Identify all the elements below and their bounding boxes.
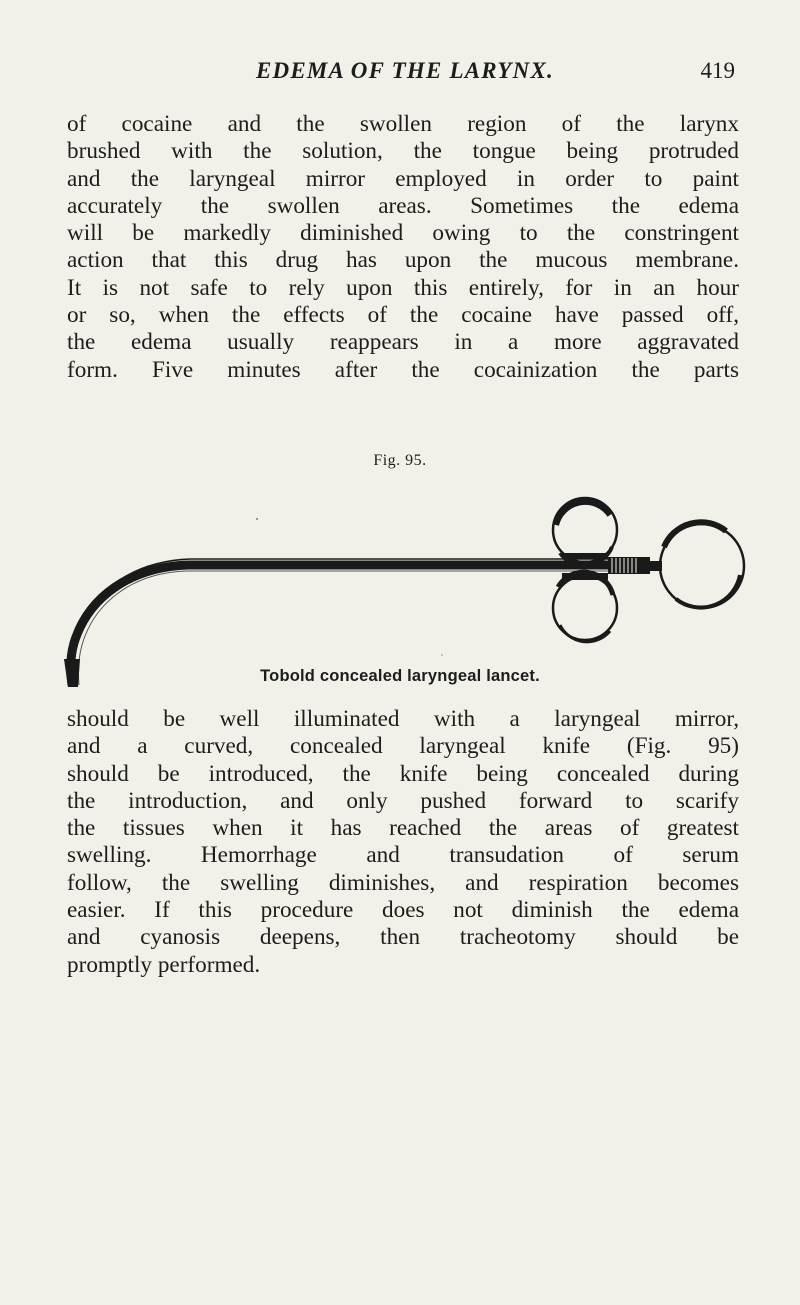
upper-finger-ring: [553, 498, 617, 565]
text-line: the introduction, and only pushed forward to scarify: [67, 787, 739, 814]
text-line: of cocaine and the swollen region of the larynx: [67, 111, 739, 137]
text-line: the edema usually reappears in a more aggravated: [67, 329, 739, 356]
page-number: 419: [700, 58, 735, 83]
thumb-ring: [648, 522, 744, 608]
text-line: action that this drug has upon the mucous membrane.: [67, 247, 739, 274]
text-line: accurately the swollen areas. Sometimes the edema: [67, 192, 739, 219]
lancet-knurled-collar: [608, 557, 650, 574]
text-line: the tissues when it has reached the areas of greatest: [67, 815, 739, 842]
text-line: or so, when the effects of the cocaine have passed off,: [67, 302, 739, 329]
body-paragraph-1: [67, 111, 739, 384]
body-paragraph-2: [67, 706, 739, 979]
text-line: form. Five minutes after the cocainization the parts: [67, 356, 739, 383]
text-line: follow, the swelling diminishes, and respiration becomes: [67, 869, 739, 896]
text-line: and the laryngeal mirror employed in order to paint: [67, 165, 739, 192]
laryngeal-lancet-illustration: [60, 475, 765, 695]
text-line: It is not safe to rely upon this entirely, for in an hour: [67, 274, 739, 301]
text-line: will be markedly diminished owing to the constringent: [67, 220, 739, 247]
lower-finger-ring: [553, 572, 617, 642]
text-line: should be introduced, the knife being concealed during: [67, 760, 739, 787]
figure-label: Fig. 95.: [373, 452, 427, 469]
text-line: and cyanosis deepens, then tracheotomy should be: [67, 924, 739, 951]
text-line: brushed with the solution, the tongue being protruded: [67, 138, 739, 165]
text-line: should be well illuminated with a laryngeal mirror,: [67, 706, 739, 732]
running-title: EDEMA OF THE LARYNX.: [256, 58, 554, 83]
text-line: swelling. Hemorrhage and transudation of serum: [67, 842, 739, 869]
text-line: promptly performed.: [67, 951, 261, 978]
text-line: easier. If this procedure does not diminish the edema: [67, 897, 739, 924]
text-line: and a curved, concealed laryngeal knife (Fig. 95): [67, 733, 739, 760]
figure-caption: Tobold concealed laryngeal lancet.: [260, 667, 540, 685]
running-head: [0, 58, 800, 98]
